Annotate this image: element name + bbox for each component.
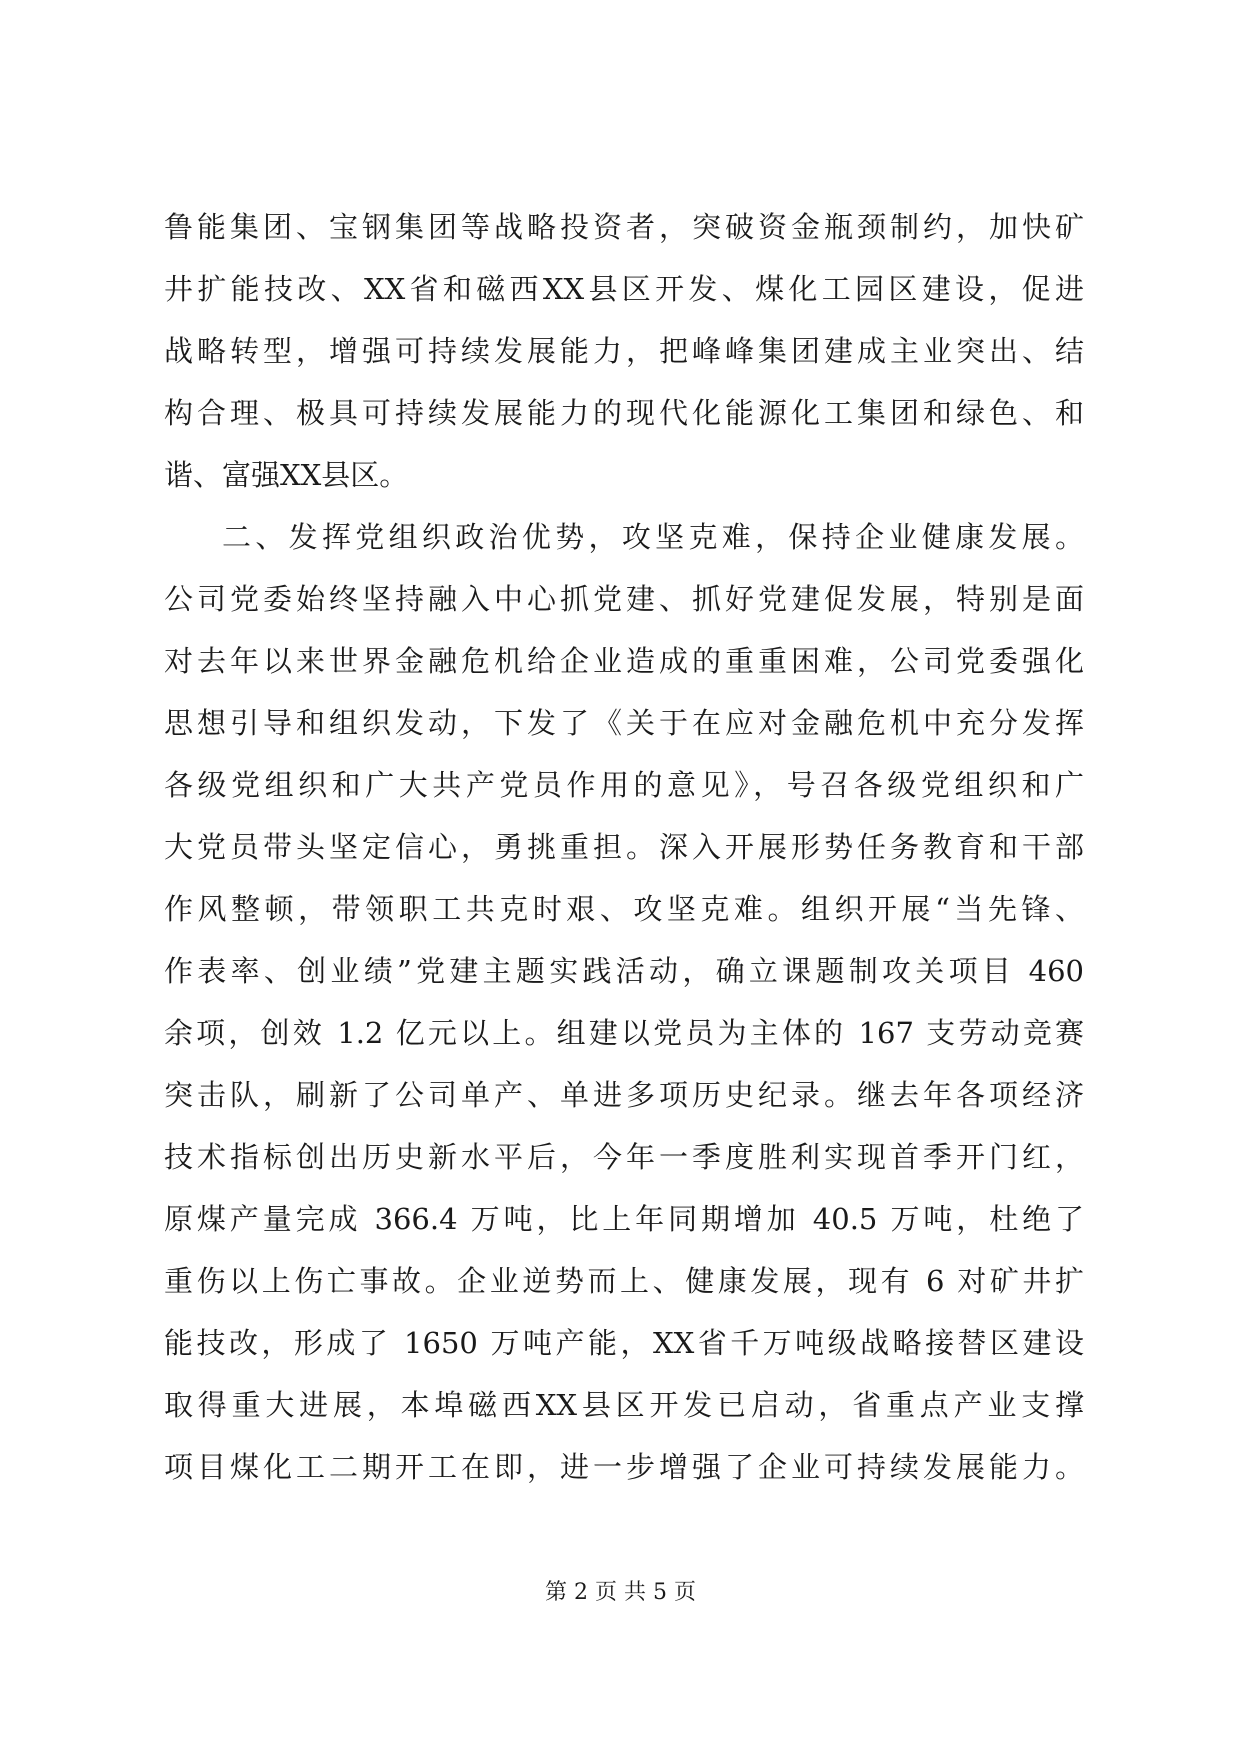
text-line: 二、发挥党组织政治优势，攻坚克难，保持企业健康发展。 — [222, 520, 1084, 554]
text-line: 鲁能集团、宝钢集团等战略投资者，突破资金瓶颈制约，加快矿 — [164, 210, 1084, 244]
text-line: 能技改，形成了 1650 万吨产能，XX省千万吨级战略接替区建设 — [164, 1326, 1084, 1360]
text-line: 各级党组织和广大共产党员作用的意见》，号召各级党组织和广 — [164, 768, 1084, 802]
text-line: 重伤以上伤亡事故。企业逆势而上、健康发展，现有 6 对矿井扩 — [164, 1264, 1084, 1298]
text-line: 原煤产量完成 366.4 万吨，比上年同期增加 40.5 万吨，杜绝了 — [164, 1202, 1084, 1236]
text-line: 公司党委始终坚持融入中心抓党建、抓好党建促发展，特别是面 — [164, 582, 1084, 616]
text-line: 作表率、创业绩”党建主题实践活动，确立课题制攻关项目 460 — [164, 954, 1084, 988]
text-line: 谐、富强XX县区。 — [164, 458, 409, 492]
text-line: 战略转型，增强可持续发展能力，把峰峰集团建成主业突出、结 — [164, 334, 1084, 368]
text-line: 项目煤化工二期开工在即，进一步增强了企业可持续发展能力。 — [164, 1450, 1084, 1484]
text-line: 思想引导和组织发动，下发了《关于在应对金融危机中充分发挥 — [164, 706, 1084, 740]
text-line: 取得重大进展，本埠磁西XX县区开发已启动，省重点产业支撑 — [164, 1388, 1084, 1422]
document-body — [164, 196, 1084, 1498]
text-line: 对去年以来世界金融危机给企业造成的重重困难，公司党委强化 — [164, 644, 1084, 678]
text-line: 构合理、极具可持续发展能力的现代化能源化工集团和绿色、和 — [164, 396, 1084, 430]
text-line: 井扩能技改、XX省和磁西XX县区开发、煤化工园区建设，促进 — [164, 272, 1084, 306]
text-line: 余项，创效 1.2 亿元以上。组建以党员为主体的 167 支劳动竞赛 — [164, 1016, 1084, 1050]
text-line: 技术指标创出历史新水平后，今年一季度胜利实现首季开门红， — [164, 1140, 1084, 1174]
text-line: 突击队，刷新了公司单产、单进多项历史纪录。继去年各项经济 — [164, 1078, 1084, 1112]
text-line: 大党员带头坚定信心，勇挑重担。深入开展形势任务教育和干部 — [164, 830, 1084, 864]
text-line: 作风整顿，带领职工共克时艰、攻坚克难。组织开展“当先锋、 — [164, 892, 1084, 926]
page-footer: 第 2 页 共 5 页 — [545, 1580, 696, 1605]
